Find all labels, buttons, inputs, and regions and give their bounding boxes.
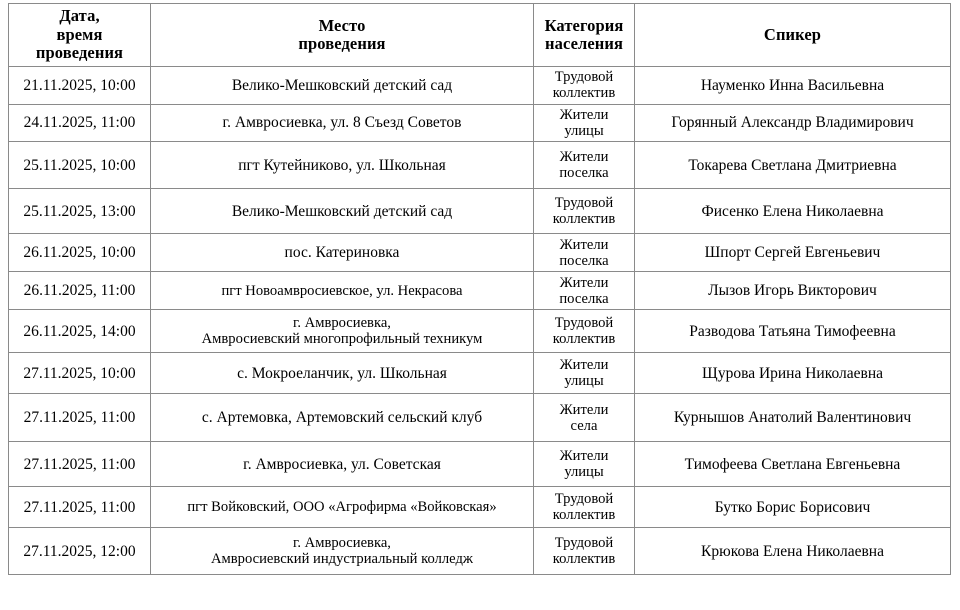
- cell-category: [534, 353, 635, 394]
- column-header-speaker-line1: Спикер: [763, 24, 822, 44]
- cell-place-line1: пгт Кутейниково, ул. Школьная: [238, 156, 446, 174]
- column-header-category: [534, 4, 635, 67]
- cell-place-line2: Амвросиевский многопрофильный техникум: [201, 331, 483, 348]
- cell-date: 24.11.2025, 11:00: [9, 104, 151, 142]
- cell-category-line2: поселка: [559, 252, 609, 269]
- cell-speaker: Горянный Александр Владимирович: [635, 104, 951, 142]
- cell-category: [534, 442, 635, 487]
- column-header-category-line2: населения: [544, 34, 624, 53]
- cell-category-line1: Трудовой: [554, 315, 614, 332]
- cell-date: 26.11.2025, 14:00: [9, 310, 151, 353]
- cell-category-line2: коллектив: [552, 331, 616, 348]
- cell-category-line2: коллектив: [552, 211, 616, 228]
- table-row: [9, 442, 951, 487]
- column-header-date-line2: время проведения: [35, 24, 124, 63]
- cell-category: [534, 67, 635, 105]
- cell-date: 27.11.2025, 10:00: [9, 353, 151, 394]
- cell-category: [534, 528, 635, 575]
- cell-speaker: Разводова Татьяна Тимофеевна: [635, 310, 951, 353]
- table-row: [9, 234, 951, 272]
- cell-place: [151, 67, 534, 105]
- cell-place-line1: г. Амвросиевка, ул. 8 Съезд Советов: [222, 114, 462, 132]
- cell-place: [151, 442, 534, 487]
- cell-category-line2: коллектив: [552, 507, 616, 524]
- cell-category-line2: коллектив: [552, 551, 616, 568]
- cell-place-line1: пгт Войковский, ООО «Агрофирма «Войковская»: [187, 499, 497, 516]
- cell-place-line1: г. Амвросиевка,: [293, 315, 391, 332]
- cell-category-line1: Трудовой: [554, 535, 614, 552]
- table-row: [9, 528, 951, 575]
- table-header: [9, 4, 951, 67]
- column-header-category-line1: Категория: [544, 15, 624, 35]
- table-row: [9, 67, 951, 105]
- cell-date: 25.11.2025, 10:00: [9, 142, 151, 189]
- cell-date: 26.11.2025, 10:00: [9, 234, 151, 272]
- cell-category: [534, 272, 635, 310]
- cell-place-line1: с. Мокроеланчик, ул. Школьная: [237, 364, 447, 382]
- cell-category-line1: Жители: [559, 357, 609, 374]
- cell-place: [151, 310, 534, 353]
- cell-place-line1: Велико-Мешковский детский сад: [231, 76, 453, 94]
- table-body: [9, 67, 951, 575]
- cell-place: [151, 272, 534, 310]
- cell-category-line1: Жители: [559, 149, 609, 166]
- column-header-place: [151, 4, 534, 67]
- cell-date: 27.11.2025, 11:00: [9, 394, 151, 442]
- table-row: [9, 189, 951, 234]
- cell-speaker: Крюкова Елена Николаевна: [635, 528, 951, 575]
- cell-speaker: Науменко Инна Васильевна: [635, 67, 951, 105]
- cell-speaker: Лызов Игорь Викторович: [635, 272, 951, 310]
- table-row: [9, 310, 951, 353]
- cell-category-line1: Жители: [559, 106, 609, 123]
- cell-category-line2: улицы: [564, 464, 604, 481]
- cell-speaker: Курнышов Анатолий Валентинович: [635, 394, 951, 442]
- cell-category-line1: Жители: [559, 448, 609, 465]
- cell-category: [534, 142, 635, 189]
- cell-place-line1: пгт Новоамвросиевское, ул. Некрасова: [221, 282, 463, 299]
- cell-place: [151, 353, 534, 394]
- cell-date: 21.11.2025, 10:00: [9, 67, 151, 105]
- cell-date: 27.11.2025, 11:00: [9, 442, 151, 487]
- cell-place: [151, 487, 534, 528]
- cell-category: [534, 234, 635, 272]
- cell-date: 27.11.2025, 12:00: [9, 528, 151, 575]
- cell-category: [534, 104, 635, 142]
- cell-category-line1: Трудовой: [554, 491, 614, 508]
- cell-category: [534, 394, 635, 442]
- header-row: [9, 4, 951, 67]
- table-row: [9, 487, 951, 528]
- cell-speaker: Токарева Светлана Дмитриевна: [635, 142, 951, 189]
- cell-speaker: Бутко Борис Борисович: [635, 487, 951, 528]
- cell-category: [534, 310, 635, 353]
- cell-place-line1: Велико-Мешковский детский сад: [231, 202, 453, 220]
- cell-place-line1: г. Амвросиевка,: [293, 535, 391, 552]
- cell-category-line2: улицы: [564, 123, 604, 140]
- cell-place: [151, 142, 534, 189]
- table-row: [9, 353, 951, 394]
- cell-category-line2: села: [570, 417, 598, 434]
- column-header-place-line1: Место: [318, 15, 366, 35]
- table-row: [9, 104, 951, 142]
- table-row: [9, 142, 951, 189]
- column-header-date: [9, 4, 151, 67]
- cell-place-line1: с. Артемовка, Артемовский сельский клуб: [201, 409, 483, 427]
- cell-place: [151, 394, 534, 442]
- cell-category-line1: Трудовой: [554, 69, 614, 85]
- cell-category-line1: Трудовой: [554, 195, 614, 212]
- cell-category-line1: Жители: [559, 274, 609, 291]
- cell-place-line1: г. Амвросиевка, ул. Советская: [243, 455, 441, 473]
- cell-place-line1: пос. Катериновка: [284, 244, 400, 262]
- column-header-date-line1: Дата,: [59, 6, 100, 26]
- schedule-table: [8, 3, 951, 575]
- cell-place: [151, 528, 534, 575]
- column-header-place-line2: проведения: [298, 34, 386, 53]
- cell-place: [151, 104, 534, 142]
- cell-speaker: Шпорт Сергей Евгеньевич: [635, 234, 951, 272]
- cell-category-line2: коллектив: [552, 85, 616, 102]
- cell-category-line2: поселка: [559, 290, 609, 307]
- cell-place-line2: Амвросиевский индустриальный колледж: [211, 551, 473, 568]
- cell-date: 26.11.2025, 11:00: [9, 272, 151, 310]
- cell-category-line2: улицы: [564, 373, 604, 390]
- column-header-speaker: [635, 4, 951, 67]
- cell-speaker: Фисенко Елена Николаевна: [635, 189, 951, 234]
- table-row: [9, 272, 951, 310]
- cell-category: [534, 189, 635, 234]
- cell-speaker: Тимофеева Светлана Евгеньевна: [635, 442, 951, 487]
- cell-place: [151, 189, 534, 234]
- cell-date: 27.11.2025, 11:00: [9, 487, 151, 528]
- cell-place: [151, 234, 534, 272]
- cell-date: 25.11.2025, 13:00: [9, 189, 151, 234]
- cell-category-line1: Жители: [559, 236, 609, 253]
- cell-category-line2: поселка: [559, 165, 609, 182]
- cell-category: [534, 487, 635, 528]
- cell-category-line1: Жители: [559, 401, 609, 418]
- table-row: [9, 394, 951, 442]
- cell-speaker: Щурова Ирина Николаевна: [635, 353, 951, 394]
